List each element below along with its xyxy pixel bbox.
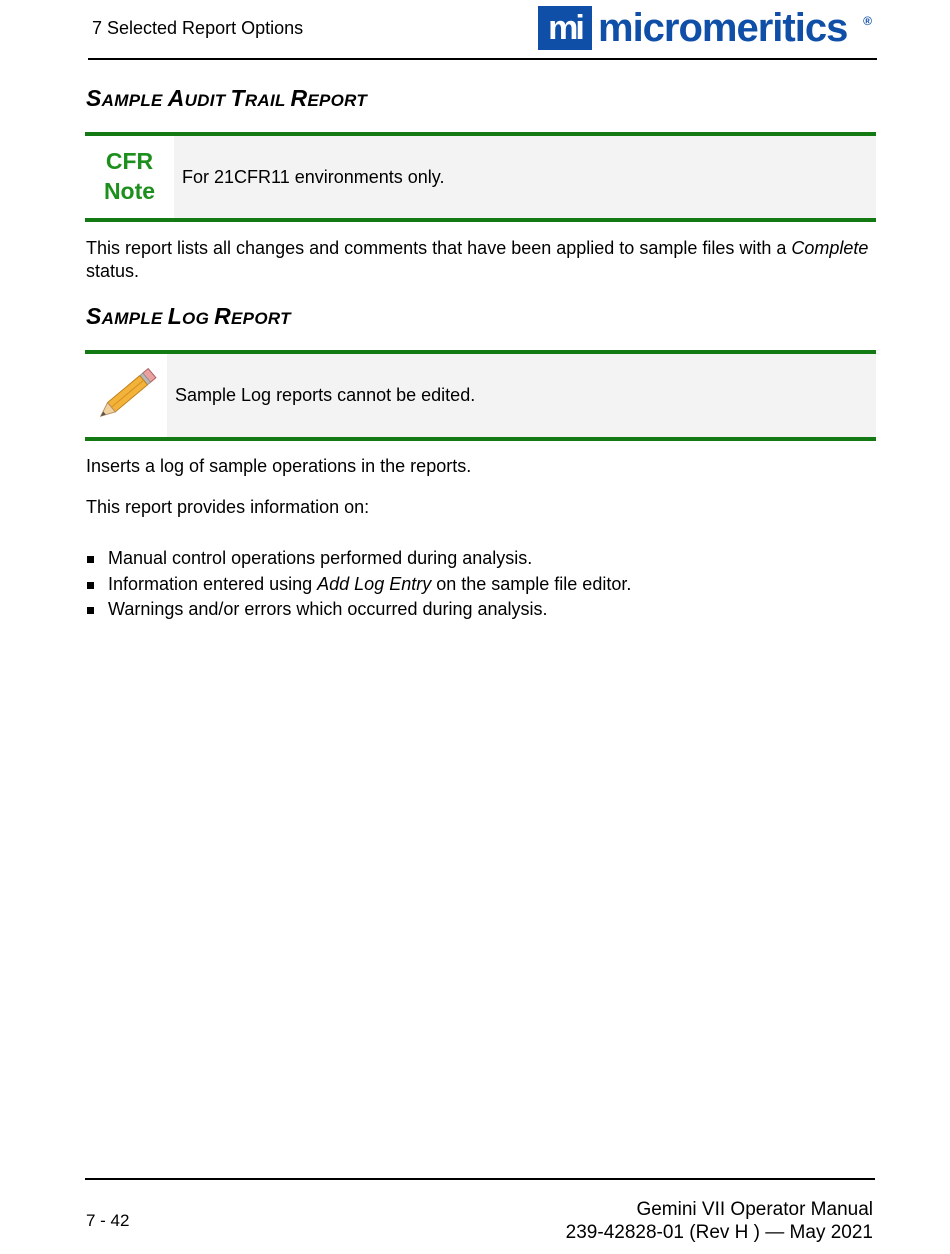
list-item: Information entered using Add Log Entry on the sample file editor. [86, 572, 631, 598]
pencil-icon [85, 354, 167, 437]
footer-manual-info [566, 1198, 873, 1244]
sample-log-description: Inserts a log of sample operations in the reports. [86, 456, 472, 476]
sample-log-intro: This report provides information on: [86, 497, 370, 517]
audit-trail-description: This report lists all changes and comments that have been applied to sample files with a Complete status. [86, 238, 869, 281]
bullet-square-icon [87, 556, 94, 563]
registered-mark: ® [863, 14, 872, 28]
cfr-note-icon [85, 136, 174, 218]
logo-wordmark: micromeritics [598, 6, 848, 50]
page-number: 7 - 42 [86, 1211, 130, 1230]
micromeritics-logo [538, 6, 874, 52]
info-bullet-list [86, 546, 631, 623]
cfr-label-line2: Note [103, 178, 156, 204]
document-id: 239-42828-01 (Rev H ) — May 2021 [565, 1222, 873, 1243]
note-box [85, 350, 876, 441]
bullet-square-icon [87, 582, 94, 589]
manual-title: Gemini VII Operator Manual [636, 1199, 873, 1220]
section-heading-sample-log: SAMPLE LOG REPORT [86, 303, 291, 329]
cfr-note-box [85, 132, 876, 222]
footer-divider [85, 1178, 875, 1180]
header-divider [88, 58, 877, 60]
list-item: Warnings and/or errors which occurred during analysis. [86, 597, 631, 623]
section-heading-audit-trail: SAMPLE AUDIT TRAIL REPORT [86, 85, 368, 111]
cfr-note-text: For 21CFR11 environments only. [182, 167, 445, 187]
list-item: Manual control operations performed during analysis. [86, 546, 631, 572]
logo-mark: mi [538, 6, 592, 50]
bullet-square-icon [87, 607, 94, 614]
note-text: Sample Log reports cannot be edited. [175, 385, 476, 405]
cfr-label-line1: CFR [105, 148, 154, 174]
chapter-title: 7 Selected Report Options [92, 18, 304, 38]
